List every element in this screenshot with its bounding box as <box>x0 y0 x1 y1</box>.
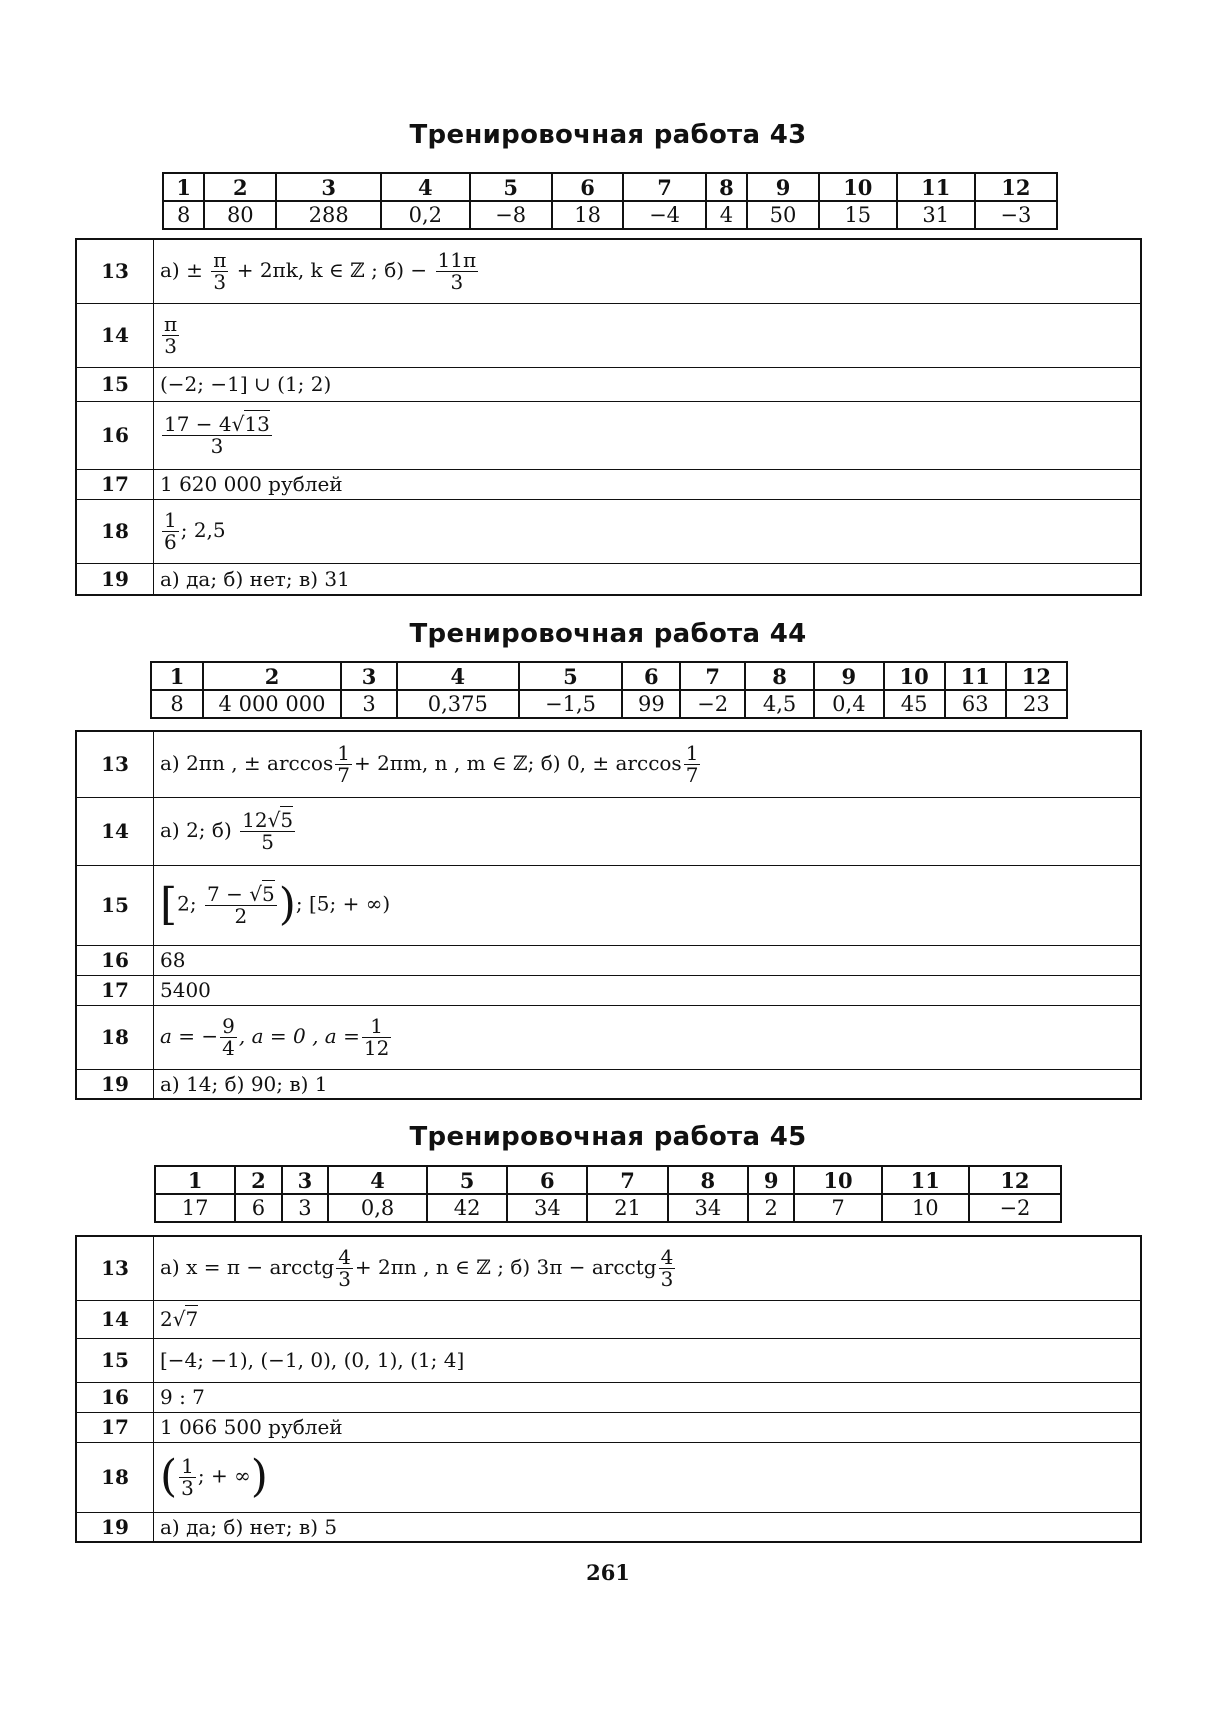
cell: 288 <box>276 201 381 229</box>
cell: 4,5 <box>745 690 814 718</box>
answer-cell <box>154 239 1142 303</box>
cell: 9 <box>814 662 883 690</box>
right-paren: ) <box>250 1451 268 1502</box>
answer-cell <box>154 1442 1142 1512</box>
cell: 4 <box>381 173 469 201</box>
cell: 17 <box>155 1194 235 1222</box>
fraction <box>162 411 272 458</box>
table-row <box>76 1442 1141 1512</box>
cell: −2 <box>969 1194 1061 1222</box>
cell: 7 <box>587 1166 667 1194</box>
numerator: 4 <box>338 1244 351 1269</box>
cell: 6 <box>552 173 624 201</box>
answer-cell: 1 066 500 рублей <box>154 1412 1142 1442</box>
cell: 18 <box>552 201 624 229</box>
cell: 63 <box>945 690 1006 718</box>
answer-cell: 5400 <box>154 975 1142 1005</box>
page-number: 261 <box>586 1560 630 1585</box>
right-paren: ) <box>278 879 296 930</box>
radicand: 5 <box>261 881 275 906</box>
numerator: 1 <box>685 740 699 765</box>
table-row <box>76 367 1141 401</box>
cell: 5 <box>470 173 552 201</box>
answer-text: а) 2πn , ± arccos <box>160 750 334 775</box>
cell: 80 <box>204 201 276 229</box>
answer-text: а) 2; б) <box>160 817 232 842</box>
answer-cell: 68 <box>154 945 1142 975</box>
radicand: 5 <box>280 807 294 832</box>
cell: 15 <box>819 201 897 229</box>
cell: 11 <box>897 173 975 201</box>
answer-cell <box>154 797 1142 865</box>
cell: 3 <box>341 690 397 718</box>
table-row <box>76 469 1141 499</box>
fraction <box>205 881 277 928</box>
answer-text: + 2πn , n ∈ ℤ ; б) 3π − arcctg <box>354 1254 657 1279</box>
radicand: 13 <box>244 411 270 436</box>
cell: 8 <box>706 173 747 201</box>
cell: 6 <box>507 1166 587 1194</box>
denominator: 3 <box>660 1266 674 1291</box>
fraction <box>362 1013 391 1060</box>
cell: 45 <box>884 690 945 718</box>
cell: 2 <box>235 1166 281 1194</box>
cell: 2 <box>203 662 341 690</box>
cell: 5 <box>519 662 623 690</box>
task-number: 19 <box>76 1069 154 1099</box>
table-row <box>76 303 1141 367</box>
table-row <box>163 201 1057 229</box>
fraction <box>684 740 701 787</box>
table-row <box>76 1412 1141 1442</box>
cell: 5 <box>427 1166 507 1194</box>
task-number: 16 <box>76 401 154 469</box>
table-row <box>76 865 1141 945</box>
cell: −2 <box>680 690 745 718</box>
denominator: 3 <box>338 1266 351 1291</box>
answer-text: + 2πk, k ∈ ℤ ; б) − <box>236 257 428 282</box>
numerator: 17 − 4√13 <box>164 411 270 436</box>
cell: 12 <box>1006 662 1067 690</box>
task-number: 19 <box>76 563 154 595</box>
fraction <box>162 507 179 554</box>
task-number: 14 <box>76 1300 154 1338</box>
table-row <box>76 797 1141 865</box>
cell: 1 <box>155 1166 235 1194</box>
cell: 50 <box>747 201 819 229</box>
cell: 0,375 <box>397 690 519 718</box>
cell: 1 <box>163 173 204 201</box>
answer-cell: 9 : 7 <box>154 1382 1142 1412</box>
task-number: 14 <box>76 303 154 367</box>
cell: 34 <box>668 1194 748 1222</box>
task-number: 18 <box>76 1005 154 1069</box>
work-45-title: Тренировочная работа 45 <box>409 1122 807 1152</box>
denominator: 3 <box>210 433 224 458</box>
denominator: 7 <box>685 762 699 787</box>
answer-cell: а) да; б) нет; в) 5 <box>154 1512 1142 1542</box>
numerator: 12√5 <box>242 807 294 832</box>
task-number: 15 <box>76 367 154 401</box>
numerator: 1 <box>337 740 350 765</box>
work-43-title: Тренировочная работа 43 <box>409 120 807 150</box>
numerator: 4 <box>660 1244 674 1269</box>
cell: 2 <box>204 173 276 201</box>
cell: 11 <box>945 662 1006 690</box>
cell: −3 <box>975 201 1057 229</box>
answer-cell <box>154 1005 1142 1069</box>
table-row <box>76 945 1141 975</box>
task-number: 14 <box>76 797 154 865</box>
answer-cell: [−4; −1), (−1, 0), (0, 1), (1; 4] <box>154 1338 1142 1382</box>
table-row <box>76 1069 1141 1099</box>
work-44-title: Тренировочная работа 44 <box>409 619 807 649</box>
cell: 23 <box>1006 690 1067 718</box>
answer-cell <box>154 401 1142 469</box>
fraction <box>220 1013 237 1060</box>
cell: 6 <box>622 662 680 690</box>
cell: 10 <box>884 662 945 690</box>
cell: 4 <box>706 201 747 229</box>
fraction <box>211 247 228 294</box>
task-number: 19 <box>76 1512 154 1542</box>
numerator: 11π <box>437 247 477 272</box>
cell: 10 <box>819 173 897 201</box>
left-bracket: [ <box>160 879 178 930</box>
work-43-long-answers <box>75 238 1142 596</box>
denominator: 12 <box>363 1035 390 1060</box>
numerator: 7 − √5 <box>207 881 275 906</box>
cell: 0,2 <box>381 201 469 229</box>
answer-cell: 2√7 <box>154 1300 1142 1338</box>
task-number: 18 <box>76 1442 154 1512</box>
cell: 8 <box>151 690 203 718</box>
cell: 7 <box>680 662 745 690</box>
table-row <box>76 1512 1141 1542</box>
cell: 9 <box>748 1166 794 1194</box>
answer-cell <box>154 1236 1142 1300</box>
answer-text: а) x = π − arcctg <box>160 1254 335 1279</box>
table-row <box>76 731 1141 797</box>
denominator: 3 <box>164 333 177 358</box>
cell: 2 <box>748 1194 794 1222</box>
table-row <box>151 662 1067 690</box>
task-number: 17 <box>76 1412 154 1442</box>
cell: 6 <box>235 1194 281 1222</box>
task-number: 17 <box>76 975 154 1005</box>
task-number: 18 <box>76 499 154 563</box>
denominator: 3 <box>181 1475 194 1500</box>
cell: −4 <box>623 201 705 229</box>
answer-text: ; 2,5 <box>180 517 226 542</box>
cell: 8 <box>163 201 204 229</box>
answer-text: а) ± <box>160 257 203 282</box>
cell: 10 <box>882 1194 969 1222</box>
task-number: 17 <box>76 469 154 499</box>
table-row <box>163 173 1057 201</box>
table-row <box>155 1166 1061 1194</box>
cell: 21 <box>587 1194 667 1222</box>
table-row <box>155 1194 1061 1222</box>
answer-cell: 1 620 000 рублей <box>154 469 1142 499</box>
cell: 4 000 000 <box>203 690 341 718</box>
answer-cell <box>154 499 1142 563</box>
cell: 3 <box>341 662 397 690</box>
fraction <box>335 740 352 787</box>
radicand: 7 <box>185 1307 199 1331</box>
numerator: 1 <box>164 507 177 532</box>
task-number: 13 <box>76 731 154 797</box>
cell: 12 <box>975 173 1057 201</box>
numerator-text: 7 − <box>207 881 250 906</box>
fraction <box>162 311 179 358</box>
cell: 0,8 <box>328 1194 427 1222</box>
table-row <box>151 690 1067 718</box>
table-row <box>76 1300 1141 1338</box>
table-row <box>76 499 1141 563</box>
work-45-long-answers <box>75 1235 1142 1543</box>
task-number: 16 <box>76 945 154 975</box>
table-row <box>76 1236 1141 1300</box>
table-row <box>76 1382 1141 1412</box>
answer-text: 2; <box>177 891 197 916</box>
table-row <box>76 1005 1141 1069</box>
answer-text: a = − <box>160 1023 219 1048</box>
numerator: π <box>164 311 178 336</box>
numerator-text: 17 − 4 <box>164 411 232 436</box>
answer-text: + 2πm, n , m ∈ ℤ; б) 0, ± arccos <box>353 750 682 775</box>
numerator: π <box>213 247 227 272</box>
task-number: 15 <box>76 865 154 945</box>
cell: 1 <box>151 662 203 690</box>
answer-cell <box>154 731 1142 797</box>
work-44-long-answers <box>75 730 1142 1100</box>
fraction <box>659 1244 676 1291</box>
denominator: 4 <box>222 1035 235 1060</box>
cell: 7 <box>623 173 705 201</box>
denominator: 6 <box>164 529 177 554</box>
answer-text: ; + ∞ <box>197 1463 251 1488</box>
cell: −1,5 <box>519 690 623 718</box>
cell: 10 <box>794 1166 881 1194</box>
cell: 7 <box>794 1194 881 1222</box>
fraction <box>240 807 295 854</box>
denominator: 2 <box>234 903 248 928</box>
answer-text: ; [5; + ∞) <box>295 891 391 916</box>
table-row <box>76 239 1141 303</box>
cell: 11 <box>882 1166 969 1194</box>
fraction <box>436 247 479 294</box>
answer-cell: а) да; б) нет; в) 31 <box>154 563 1142 595</box>
task-number: 15 <box>76 1338 154 1382</box>
left-paren: ( <box>160 1451 178 1502</box>
cell: 9 <box>747 173 819 201</box>
denominator: 7 <box>337 762 350 787</box>
cell: 3 <box>282 1194 328 1222</box>
table-row <box>76 563 1141 595</box>
answer-cell <box>154 303 1142 367</box>
cell: 12 <box>969 1166 1061 1194</box>
table-row <box>76 401 1141 469</box>
numerator: 1 <box>181 1453 194 1478</box>
cell: 4 <box>328 1166 427 1194</box>
cell: 42 <box>427 1194 507 1222</box>
fraction <box>179 1453 196 1500</box>
denominator: 5 <box>261 829 274 854</box>
answer-cell: а) 14; б) 90; в) 1 <box>154 1069 1142 1099</box>
cell: 31 <box>897 201 975 229</box>
cell: 8 <box>668 1166 748 1194</box>
cell: 34 <box>507 1194 587 1222</box>
numerator: 9 <box>222 1013 235 1038</box>
answer-text: 2 <box>160 1307 173 1331</box>
answer-cell <box>154 865 1142 945</box>
cell: 99 <box>622 690 680 718</box>
cell: −8 <box>470 201 552 229</box>
cell: 4 <box>397 662 519 690</box>
answer-cell: (−2; −1] ∪ (1; 2) <box>154 367 1142 401</box>
numerator-text: 12 <box>242 807 268 832</box>
table-row <box>76 1338 1141 1382</box>
cell: 8 <box>745 662 814 690</box>
cell: 0,4 <box>814 690 883 718</box>
work-43-short-answers <box>162 172 1058 230</box>
cell: 3 <box>282 1166 328 1194</box>
fraction <box>336 1244 353 1291</box>
numerator: 1 <box>362 1016 391 1038</box>
denominator: 3 <box>213 269 227 294</box>
task-number: 16 <box>76 1382 154 1412</box>
answer-text: , a = 0 , a = <box>238 1023 360 1048</box>
denominator: 3 <box>450 269 464 294</box>
work-44-short-answers <box>150 661 1068 719</box>
table-row <box>76 975 1141 1005</box>
task-number: 13 <box>76 239 154 303</box>
task-number: 13 <box>76 1236 154 1300</box>
work-45-short-answers <box>154 1165 1062 1223</box>
cell: 3 <box>276 173 381 201</box>
